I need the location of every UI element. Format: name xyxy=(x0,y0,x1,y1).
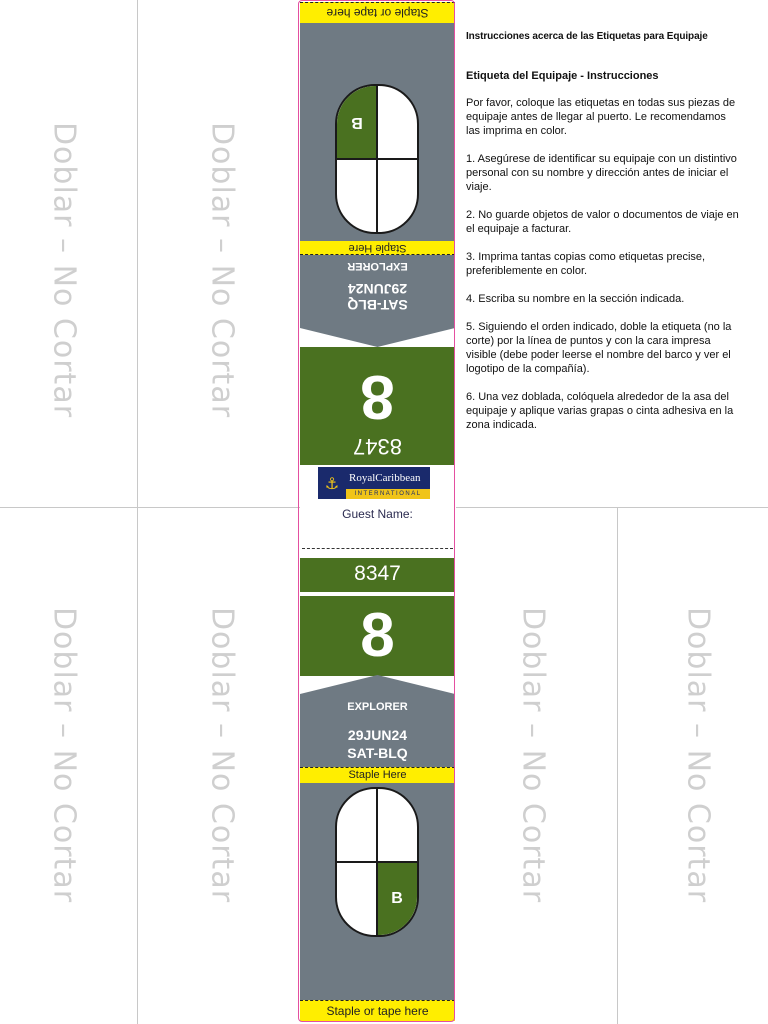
deck-quadrant-diagram xyxy=(335,787,419,937)
deck-quadrant-diagram-top xyxy=(335,84,419,234)
quadrant-top-left xyxy=(337,789,377,862)
staple-here-strip xyxy=(300,767,455,783)
code-label: 8347 xyxy=(354,562,401,585)
logo-name: RoyalCaribbean xyxy=(346,467,430,489)
date-label: 29JUN24 xyxy=(347,281,408,297)
deck-number: 8 xyxy=(360,362,395,431)
gray-arrow-top xyxy=(300,326,455,348)
instruction-step: 4. Escriba su nombre en la sección indicada. xyxy=(466,293,685,305)
crown-anchor-icon: ⚓ xyxy=(318,467,346,499)
fold-label: Doblar – No Cortar xyxy=(204,606,240,904)
instructions-intro: Por favor, coloque las etiquetas en todas sus piezas de equipaje antes de llegar al puerto. Le recomendamos las imprima en color. xyxy=(466,97,736,137)
gray-info-panel xyxy=(300,696,455,767)
quadrant-bottom-right xyxy=(337,86,377,159)
staple-here-label: Staple Here xyxy=(348,769,407,781)
royal-caribbean-logo xyxy=(318,467,430,499)
ship-label: EXPLORER xyxy=(347,701,408,713)
instruction-step: 2. No guarde objetos de valor o documentos de viaje en el equipaje a facturar. xyxy=(466,209,739,235)
green-deck-panel xyxy=(300,596,455,676)
fold-guide-line xyxy=(0,507,300,508)
fold-guide-line xyxy=(456,507,768,508)
fold-label: Doblar – No Cortar xyxy=(515,606,551,904)
guest-name-write-line xyxy=(302,548,453,549)
instruction-step: 5. Siguiendo el orden indicado, doble la etiqueta (no la corte) por la línea de puntos y con la cara impresa visible (debe poder leerse el nombre del barco y ver el logotipo de la compañía). xyxy=(466,321,732,375)
quadrant-bottom-left xyxy=(377,86,417,159)
code-label: 8347 xyxy=(353,434,402,459)
quadrant-top-right xyxy=(377,789,417,862)
deck-number: 8 xyxy=(360,601,395,670)
staple-here-label: Staple Here xyxy=(348,242,407,254)
staple-or-tape-label: Staple or tape here xyxy=(326,1004,429,1018)
fold-guide-line xyxy=(137,0,138,1024)
fold-label: Doblar – No Cortar xyxy=(204,121,240,419)
quadrant-bottom-left xyxy=(337,862,377,935)
staple-or-tape-label: Staple or tape here xyxy=(326,6,429,20)
gray-info-panel-top xyxy=(300,255,455,327)
quadrant-top-right xyxy=(337,159,377,232)
instruction-step: 3. Imprima tantas copias como etiquetas precise, preferiblemente en color. xyxy=(466,251,706,277)
staple-or-tape-strip-top xyxy=(300,2,455,23)
ship-label: EXPLORER xyxy=(347,260,408,272)
logo-subtitle: INTERNATIONAL xyxy=(346,489,430,499)
instructions-subheading: Etiqueta del Equipaje - Instrucciones xyxy=(466,70,659,82)
fold-guide-line xyxy=(617,507,618,1024)
gray-arrow xyxy=(300,675,455,697)
staple-or-tape-strip-bottom xyxy=(300,1000,455,1021)
green-deck-panel-top xyxy=(300,347,455,465)
instructions-panel xyxy=(466,30,742,446)
fold-label: Doblar – No Cortar xyxy=(46,606,82,904)
staple-here-strip-top xyxy=(300,241,455,255)
quadrant-bottom-right xyxy=(377,862,417,935)
instructions-heading: Instrucciones acerca de las Etiquetas para Equipaje xyxy=(466,31,708,42)
instruction-step: 1. Asegúrese de identificar su equipaje con un distintivo personal con su nombre y dirección antes de iniciar el viaje. xyxy=(466,153,737,193)
date-label: 29JUN24 xyxy=(347,727,408,743)
fold-label: Doblar – No Cortar xyxy=(46,121,82,419)
fold-label: Doblar – No Cortar xyxy=(680,606,716,904)
quadrant-letter: B xyxy=(351,114,363,132)
quadrant-top-left xyxy=(377,159,417,232)
code-panel xyxy=(300,558,455,592)
quadrant-letter: B xyxy=(391,889,403,907)
instruction-step: 6. Una vez doblada, colóquela alrededor de la asa del equipaje y aplique varias grapas o cinta adhesiva en la zona indicada. xyxy=(466,391,734,431)
guest-name-label: Guest Name: xyxy=(342,507,413,521)
route-label: SAT-BLQ xyxy=(347,745,408,761)
route-label: SAT-BLQ xyxy=(347,297,408,313)
